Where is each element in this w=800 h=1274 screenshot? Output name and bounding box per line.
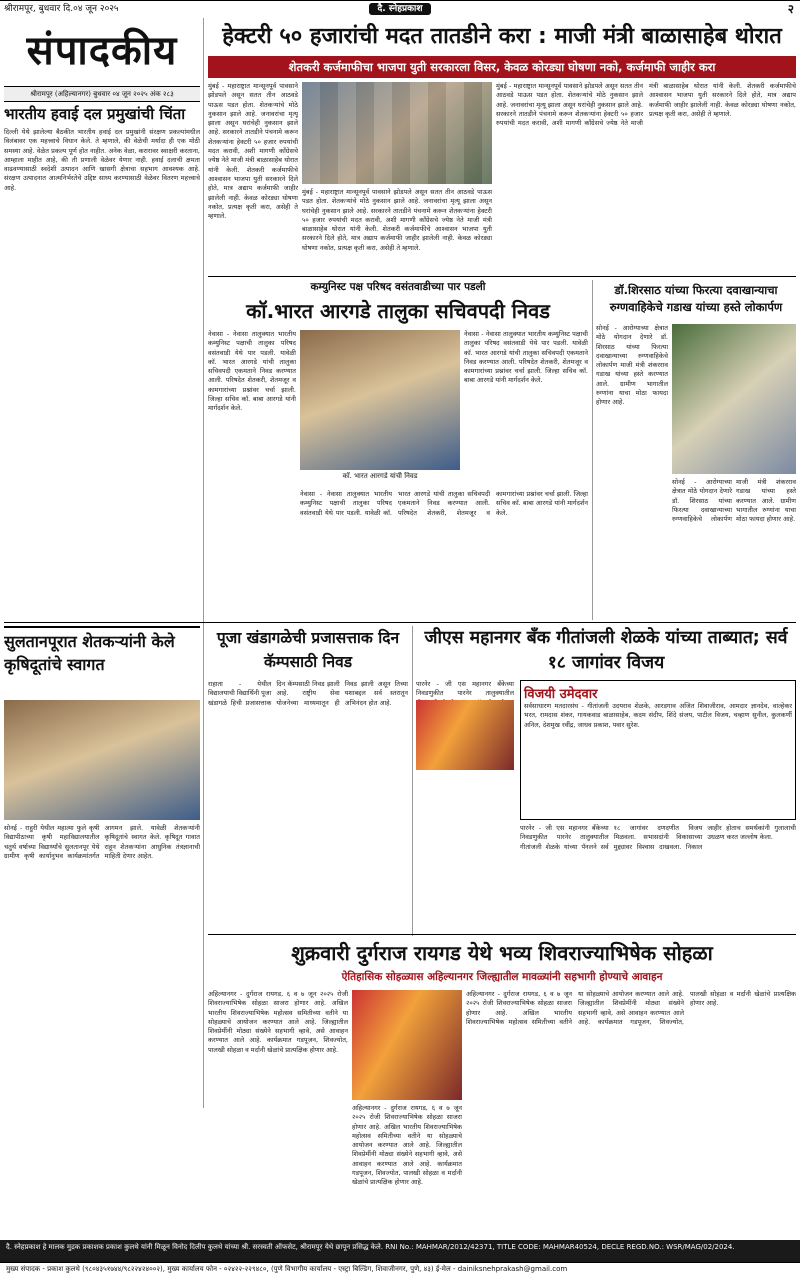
shivrajyabhishek-subhead: ऐतिहासिक सोहळ्यास अहिल्यानगर जिल्ह्यातील मावळ्यांनी सहभागी होण्याचे आवाहन	[341, 971, 663, 983]
bank-headline: जीएस महानगर बँक गीतांजली शेळके यांच्या ताब्यात; सर्व १८ जागांवर विजय	[424, 628, 788, 673]
ambulance-body-col1: सोनई - आरोग्याच्या क्षेत्रात मोठे योगदान देणारे डॉ. शिरसाठ यांच्या फिरत्या दवाखान्याच्या रुग्णवाहिकेचे लोकार्पण माजी मंत्री शंकरराव गडाख यांच्या हस्ते करण्यात आले. ग्रामीण भागातील रुग्णांना याचा मोठा फायदा होणार आहे.	[596, 324, 668, 407]
sultanpur-body: सोनई - राहुरी येथील महात्मा फुले कृषी विद्यापीठाच्या कृषी महाविद्यालयातील चतुर्थ वर्षाच्या विद्यार्थ्यांचे सुलतानपूर येथे ग्रामीण कृषी कार्यानुभव कार्यक्रमांतर्गत आगमन झाले. यावेळी शेतकऱ्यांनी कृषिदूतांचे स्वागत केले. कृषिदूत गावात राहून शेतकऱ्यांना आधुनिक तंत्रज्ञानाची माहिती देणार आहेत.	[4, 824, 200, 860]
communist-body-col1: नेवासा - नेवासा तालुक्यात भारतीय कम्युनिस्ट पक्षाची तालुका परिषद वसंतवाडी येथे पार पडली. यावेळी कॉ. भारत आरगडे यांची तालुका सचिवपदी एकमताने निवड करण्यात आली. परिषदेत शेतकरी, शेतमजूर व कामगारांच्या प्रश्नांवर चर्चा झाली. जिल्हा सचिव कॉ. बाबा आरगडे यांनी मार्गदर्शन केले.	[208, 330, 296, 413]
column-divider	[412, 626, 413, 936]
column-divider	[592, 280, 593, 620]
lead-body-col2: मुंबई - महाराष्ट्रात मान्सूनपूर्व पावसाने झोडपले असून सतत तीन आठवडे पाऊस पडत होता. शेतकऱ्यांचे मोठे नुकसान झाले आहे. जनावरांचा मृत्यू झाला असून घरांचेही नुकसान झाले आहे. सरकारने तातडीने पंचनामे करून शेतकऱ्यांना हेक्टरी ५० हजार रुपयांची मदत करावी, अशी मागणी काँग्रेसचे ज्येष्ठ नेते माजी मंत्री बाळासाहेब थोरात यांनी केली. शेतकरी कर्जमाफीचे आश्वासन भाजपा युती सरकारने दिले होते, मात्र अद्याप कर्जमाफी जाहीर झालेली नाही. केवळ कोरड्या घोषणा नकोत, प्रत्यक्ष कृती करा, असेही ते म्हणाले.	[302, 188, 492, 252]
ambulance-headline: डॉ.शिरसाठ यांच्या फिरत्या दवाखान्याचा रुग्णवाहिकेचे गडाख यांच्या हस्ते लोकार्पण	[609, 283, 783, 314]
communist-kicker: कम्युनिस्ट पक्ष परिषद वसंतवाडीच्या पार पडली	[310, 281, 486, 293]
bank-body-col2: पारनेर - जी एस महानगर बँकेच्या निवडणुकीत पारनेर तालुक्यातील गीतांजली शेळके यांच्या पॅनलने सर्व १८ जागांवर दणदणीत विजय मिळवला. सभासदांनी विकासाच्या मुद्द्यावर विश्वास दाखवला. निकाल जाहीर होताच समर्थकांनी गुलालाची उधळण करत जल्लोष केला.	[520, 824, 796, 851]
lead-body-col1: मुंबई - महाराष्ट्रात मान्सूनपूर्व पावसाने झोडपले असून सतत तीन आठवडे पाऊस पडत होता. शेतकऱ्यांचे मोठे नुकसान झाले आहे. जनावरांचा मृत्यू झाला असून घरांचेही नुकसान झाले आहे. सरकारने तातडीने पंचनामे करून शेतकऱ्यांना हेक्टरी ५० हजार रुपयांची मदत करावी, अशी मागणी काँग्रेसचे ज्येष्ठ नेते माजी मंत्री बाळासाहेब थोरात यांनी केली. शेतकरी कर्जमाफीचे आश्वासन भाजपा युती सरकारने दिले होते, मात्र अद्याप कर्जमाफी जाहीर झालेली नाही. केवळ कोरड्या घोषणा नकोत, प्रत्यक्ष कृती करा, असेही ते म्हणाले.	[208, 82, 298, 221]
editorial-column	[4, 104, 200, 616]
date-line: श्रीरामपूर, बुधवार दि.०४ जून २०२५	[4, 4, 119, 14]
paper-name-label: दै. स्नेहप्रकाश	[369, 3, 430, 15]
lead-body-col3: मुंबई - महाराष्ट्रात मान्सूनपूर्व पावसाने झोडपले असून सतत तीन आठवडे पाऊस पडत होता. शेतकऱ्यांचे मोठे नुकसान झाले आहे. जनावरांचा मृत्यू झाला असून घरांचेही नुकसान झाले आहे. सरकारने तातडीने पंचनामे करून शेतकऱ्यांना हेक्टरी ५० हजार रुपयांची मदत करावी, अशी मागणी काँग्रेसचे ज्येष्ठ नेते माजी मंत्री बाळासाहेब थोरात यांनी केली. शेतकरी कर्जमाफीचे आश्वासन भाजपा युती सरकारने दिले होते, मात्र अद्याप कर्जमाफी जाहीर झालेली नाही. केवळ कोरड्या घोषणा नकोत, प्रत्यक्ष कृती करा, असेही ते म्हणाले.	[496, 82, 796, 128]
rule	[4, 622, 796, 623]
communist-caption: कॉ. भारत आरगडे यांची निवड	[342, 472, 418, 480]
shivrajyabhishek-photo	[352, 990, 462, 1100]
communist-headline: कॉ.भारत आरगडे तालुका सचिवपदी निवड	[246, 299, 550, 323]
shivrajyabhishek-headline: शुक्रवारी दुर्गराज रायगड येथे भव्य शिवराज्याभिषेक सोहळा	[291, 941, 713, 965]
sultanpur-headline: सुलतानपूरात शेतकऱ्यांनी केले कृषिदूतांचे स्वागत	[4, 632, 175, 674]
footer-line1: दै. स्नेहप्रकाश हे मालक मुद्रक प्रकाशक प्रकाश कुलथे यांनी मिळून विनोद दिलीप कुलथे यांच्या श्री. सरस्वती ऑफसेट, श्रीरामपूर येथे छापून प्रसिद्ध केले. RNI No.: MAHMAR/2012/42371, TITLE CODE: MAHMAR40524, DECLE REGD.NO.: WSR/MAG/02/2024.	[6, 1243, 735, 1251]
paper-name	[0, 1, 800, 17]
ambulance-body-col2: सोनई - आरोग्याच्या क्षेत्रात मोठे योगदान देणारे डॉ. शिरसाठ यांच्या फिरत्या दवाखान्याच्या रुग्णवाहिकेचे लोकार्पण माजी मंत्री शंकरराव गडाख यांच्या हस्ते करण्यात आले. ग्रामीण भागातील रुग्णांना याचा मोठा फायदा होणार आहे.	[672, 478, 796, 524]
page-number: २	[787, 2, 794, 16]
footer-contact: मुख्य संपादक - प्रकाश कुलथे (९८०४३५१७४४/९८२२४२४००२), मुख्य कार्यालय फोन - ०२४२२-२२९४८०, (पुणे विभागीय कार्यालय - एस्ट्रा बिल्डिंग, शिवाजीनगर, पुणे, ४३) ई-मेल - dainiksnehprakash@gmail.com	[0, 1262, 800, 1274]
masthead-title: संपादकीय	[26, 28, 178, 74]
communist-photo	[300, 330, 460, 470]
communist-body-col2: नेवासा - नेवासा तालुक्यात भारतीय कम्युनिस्ट पक्षाची तालुका परिषद वसंतवाडी येथे पार पडली. यावेळी कॉ. भारत आरगडे यांची तालुका सचिवपदी एकमताने निवड करण्यात आली. परिषदेत शेतकरी, शेतमजूर व कामगारांच्या प्रश्नांवर चर्चा झाली. जिल्हा सचिव कॉ. बाबा आरगडे यांनी मार्गदर्शन केले.	[464, 330, 588, 385]
masthead-dateline: श्रीरामपूर (अहिल्यानगर) बुधवार ०४ जून २०२५ अंक २८३	[4, 86, 200, 102]
pooja-body: राहाता - येथील विद्यालयाची विद्यार्थिनी पूजा खंडागळे हिची प्रजासत्ताक दिन कॅम्पसाठी निवड झाली आहे. राष्ट्रीय सेवा योजनेच्या माध्यमातून ही निवड झाली असून तिच्या यशाबद्दल सर्व स्तरातून अभिनंदन होत आहे.	[208, 680, 408, 707]
lead-headline: हेक्टरी ५० हजारांची मदत तातडीने करा : माजी मंत्री बाळासाहेब थोरात	[222, 24, 782, 49]
masthead	[4, 18, 200, 84]
sultanpur-head-wrap	[4, 626, 200, 698]
editorial-body: दिल्ली येथे झालेल्या बैठकीत भारतीय हवाई दल प्रमुखांनी संरक्षण प्रकल्पांमधील विलंबावर एक महत्त्वाचे विधान केले. ते म्हणाले, की वेळेची मर्यादा ही एक मोठी समस्या आहे. वेळेत प्रकल्प पूर्ण होत नाहीत. अनेक वेळा, करारावर स्वाक्षरी करताना, आम्हाला माहीत आहे, की ती प्रणाली वेळेवर येणार नाही. हवाई दलाची क्षमता वाढवण्यासाठी स्वदेशी उत्पादन आणि खासगी क्षेत्राचा सहभाग आवश्यक आहे. संरक्षण उत्पादनात आत्मनिर्भरतेचे उद्दिष्ट साध्य करण्यासाठी वेळेवर वितरण महत्त्वाचे आहे.	[4, 128, 200, 192]
winners-title: विजयी उमेदवार	[524, 687, 598, 702]
shivrajyabhishek-body-col3: अहिल्यानगर - दुर्गराज रायगड, ६ व ७ जून २०२५ रोजी शिवराज्याभिषेक सोहळा साजरा होणार आहे. अखिल भारतीय शिवराज्याभिषेक महोत्सव समितीच्या वतीने या सोहळ्याचे आयोजन करण्यात आले आहे. जिल्ह्यातील शिवप्रेमींनी मोठ्या संख्येने सहभागी व्हावे, असे आवाहन करण्यात आले आहे. कार्यक्रमात गडपूजन, शिवज्योत, पालखी सोहळा व मर्दानी खेळांचे प्रात्यक्षिक होणार आहे.	[466, 990, 796, 1026]
communist-body-col3: नेवासा - नेवासा तालुक्यात भारतीय कम्युनिस्ट पक्षाची तालुका परिषद वसंतवाडी येथे पार पडली. यावेळी कॉ. भारत आरगडे यांची तालुका सचिवपदी एकमताने निवड करण्यात आली. परिषदेत शेतकरी, शेतमजूर व कामगारांच्या प्रश्नांवर चर्चा झाली. जिल्हा सचिव कॉ. बाबा आरगडे यांनी मार्गदर्शन केले.	[300, 490, 588, 517]
top-bar	[0, 0, 800, 17]
column-divider	[203, 18, 204, 1108]
bank-body-col1: पारनेर - जी एस महानगर बँकेच्या निवडणुकीत पारनेर तालुक्यातील	[416, 680, 514, 698]
bank-photo	[416, 700, 514, 770]
rule	[208, 276, 796, 277]
rule	[208, 934, 796, 935]
sultanpur-photo	[4, 700, 200, 820]
lead-photo	[302, 82, 492, 184]
pooja-headline: पूजा खंडागळेची प्रजासत्ताक दिन कॅम्पसाठी निवड	[216, 629, 400, 671]
shivrajyabhishek-body-col1: अहिल्यानगर - दुर्गराज रायगड, ६ व ७ जून २०२५ रोजी शिवराज्याभिषेक सोहळा साजरा होणार आहे. अखिल भारतीय शिवराज्याभिषेक महोत्सव समितीच्या वतीने या सोहळ्याचे आयोजन करण्यात आले आहे. जिल्ह्यातील शिवप्रेमींनी मोठ्या संख्येने सहभागी व्हावे, असे आवाहन करण्यात आले आहे. कार्यक्रमात गडपूजन, शिवज्योत, पालखी सोहळा व मर्दानी खेळांचे प्रात्यक्षिक होणार आहे.	[208, 990, 348, 1054]
shivrajyabhishek-body-col2: अहिल्यानगर - दुर्गराज रायगड, ६ व ७ जून २०२५ रोजी शिवराज्याभिषेक सोहळा साजरा होणार आहे. अखिल भारतीय शिवराज्याभिषेक महोत्सव समितीच्या वतीने या सोहळ्याचे आयोजन करण्यात आले आहे. जिल्ह्यातील शिवप्रेमींनी मोठ्या संख्येने सहभागी व्हावे, असे आवाहन करण्यात आले आहे. कार्यक्रमात गडपूजन, शिवज्योत, पालखी सोहळा व मर्दानी खेळांचे प्रात्यक्षिक होणार आहे.	[352, 1104, 462, 1187]
lead-subhead: शेतकरी कर्जमाफीचा भाजपा युती सरकारला विसर, केवळ कोरड्या घोषणा नको, कर्जमाफी जाहीर करा	[208, 56, 796, 78]
winners-box	[520, 680, 796, 820]
editorial-headline: भारतीय हवाई दल प्रमुखांची चिंता	[4, 105, 186, 123]
ambulance-photo	[672, 324, 796, 474]
winners-body: सर्वसाधारण मतदारसंघ - गीतांजली उदयराव शेळके, आरडगाव अजित शिवाजीराव, आमदार ज्ञानदेव, वाल्हेकर भरत, रामदास शंकर, गायकवाड बाळासाहेब, कदम संदीप, शिंदे संजय, पाटील विजय, चव्हाण सुनील, कुलकर्णी अनिल, देशमुख रवींद्र, जाधव प्रकाश, पवार सुरेश.	[524, 702, 792, 729]
